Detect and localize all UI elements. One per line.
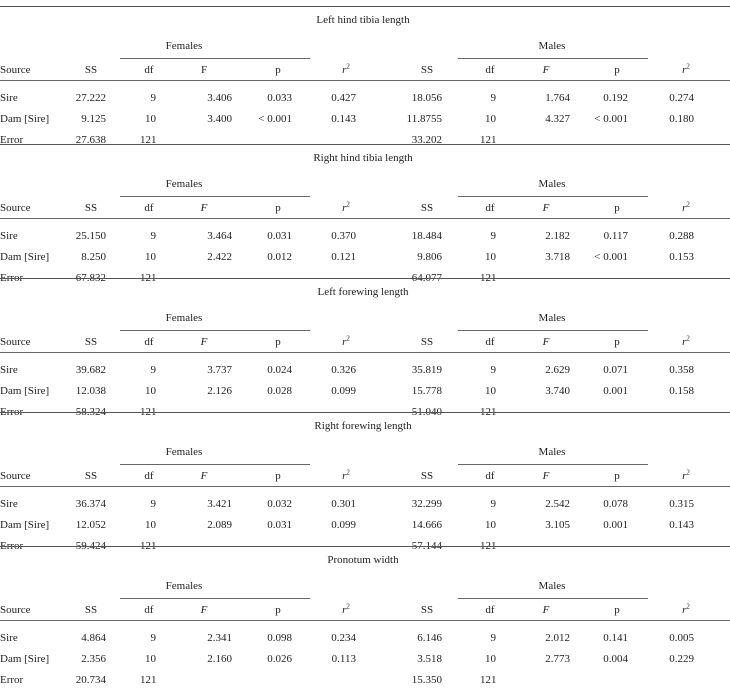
group-rule-females [120, 330, 310, 331]
cell-df: 121 [480, 406, 497, 418]
section-title: Left forewing length [317, 286, 409, 298]
cell-source: Sire [0, 230, 18, 242]
cell-p: 0.117 [603, 230, 628, 242]
header-rule [0, 80, 730, 81]
column-header-source: Source [0, 470, 31, 482]
cell-ss: 27.222 [75, 92, 106, 104]
column-header-p: p [614, 336, 620, 348]
cell-f: 4.327 [545, 113, 570, 125]
group-rule-males [458, 196, 648, 197]
table-row [0, 385, 730, 401]
column-header-ss: SS [420, 202, 434, 214]
cell-df: 121 [480, 540, 497, 552]
cell-ss: 67.832 [75, 272, 106, 284]
cell-r2: 0.158 [669, 385, 694, 397]
cell-ss: 9.125 [81, 113, 106, 125]
column-header-ss: SS [420, 470, 434, 482]
section-top-rule [0, 144, 730, 145]
column-header-f: F [200, 336, 208, 348]
cell-r2: 0.370 [331, 230, 356, 242]
cell-df: 10 [145, 519, 156, 531]
column-header-ss: SS [84, 202, 98, 214]
column-header-f: F [542, 64, 550, 76]
column-header-f: F [200, 470, 208, 482]
cell-source: Error [0, 272, 24, 284]
cell-ss: 4.864 [81, 632, 106, 644]
column-header-r2: $r^2$ [682, 334, 690, 348]
group-rule-females [120, 598, 310, 599]
column-header-df: df [144, 64, 154, 76]
cell-ss: 2.356 [81, 653, 106, 665]
column-header-r2: $r^2$ [342, 334, 350, 348]
cell-p: 0.001 [603, 385, 628, 397]
column-header-df: df [144, 604, 154, 616]
column-header-df: df [485, 470, 495, 482]
cell-source: Dam [Sire] [0, 385, 50, 397]
column-header-df: df [144, 202, 154, 214]
cell-df: 121 [140, 272, 157, 284]
cell-r2: 0.301 [331, 498, 356, 510]
column-header-df: df [144, 470, 154, 482]
cell-r2: 0.099 [331, 385, 356, 397]
column-header-source: Source [0, 64, 31, 76]
column-header-source: Source [0, 336, 31, 348]
column-header-p: p [275, 336, 281, 348]
column-header-r2: $r^2$ [682, 602, 690, 616]
cell-ss: 36.374 [75, 498, 106, 510]
cell-df: 10 [145, 385, 156, 397]
section-top-rule [0, 546, 730, 547]
cell-ss: 12.038 [75, 385, 106, 397]
cell-df: 10 [485, 113, 496, 125]
cell-ss: 64.077 [411, 272, 442, 284]
header-rule [0, 218, 730, 219]
cell-f: 3.406 [207, 92, 232, 104]
cell-ss: 3.518 [417, 653, 442, 665]
column-header-f: F [200, 64, 208, 76]
column-header-f: F [542, 336, 550, 348]
group-rule-males [458, 464, 648, 465]
cell-ss: 12.052 [75, 519, 106, 531]
cell-ss: 35.819 [411, 364, 442, 376]
column-header-p: p [275, 64, 281, 76]
cell-f: 3.464 [207, 230, 232, 242]
cell-ss: 59.424 [75, 540, 106, 552]
cell-source: Dam [Sire] [0, 653, 50, 665]
cell-df: 10 [485, 251, 496, 263]
column-header-f: F [542, 202, 550, 214]
column-header-p: p [275, 470, 281, 482]
group-label-females: Females [165, 580, 203, 592]
column-header-df: df [485, 336, 495, 348]
cell-source: Dam [Sire] [0, 251, 50, 263]
cell-p: 0.026 [267, 653, 292, 665]
section-title: Pronotum width [327, 554, 399, 566]
column-header-p: p [614, 64, 620, 76]
column-header-p: p [614, 202, 620, 214]
cell-ss: 15.778 [411, 385, 442, 397]
cell-p: 0.031 [267, 230, 292, 242]
column-header-r2: $r^2$ [342, 62, 350, 76]
cell-ss: 8.250 [81, 251, 106, 263]
table-row [0, 230, 730, 246]
group-label-males: Males [538, 580, 566, 592]
column-header-f: F [542, 604, 550, 616]
group-label-females: Females [165, 446, 203, 458]
cell-r2: 0.153 [669, 251, 694, 263]
cell-source: Error [0, 134, 24, 146]
group-label-females: Females [165, 178, 203, 190]
cell-ss: 58.324 [75, 406, 106, 418]
group-label-males: Males [538, 312, 566, 324]
cell-df: 121 [140, 406, 157, 418]
cell-r2: 0.274 [669, 92, 694, 104]
column-header-df: df [144, 336, 154, 348]
column-header-ss: SS [84, 470, 98, 482]
group-label-males: Males [538, 178, 566, 190]
cell-p: 0.192 [603, 92, 628, 104]
cell-df: 9 [150, 498, 156, 510]
cell-f: 2.160 [207, 653, 232, 665]
cell-ss: 33.202 [411, 134, 442, 146]
table-section [0, 138, 730, 284]
cell-p: 0.032 [267, 498, 292, 510]
table-row [0, 92, 730, 108]
column-header-r2: $r^2$ [342, 468, 350, 482]
column-header-p: p [614, 470, 620, 482]
cell-ss: 51.040 [411, 406, 442, 418]
section-top-rule [0, 278, 730, 279]
cell-ss: 32.299 [411, 498, 442, 510]
cell-p: < 0.001 [594, 251, 628, 263]
cell-r2: 0.358 [669, 364, 694, 376]
cell-f: 2.629 [545, 364, 570, 376]
column-header-ss: SS [84, 64, 98, 76]
cell-ss: 27.638 [75, 134, 106, 146]
column-header-df: df [485, 202, 495, 214]
cell-r2: 0.005 [669, 632, 694, 644]
cell-source: Error [0, 674, 24, 686]
column-header-p: p [275, 604, 281, 616]
section-title: Right forewing length [314, 420, 412, 432]
column-header-r2: $r^2$ [342, 200, 350, 214]
cell-p: 0.078 [603, 498, 628, 510]
cell-f: 3.105 [545, 519, 570, 531]
cell-source: Error [0, 406, 24, 418]
cell-p: 0.028 [267, 385, 292, 397]
cell-df: 121 [480, 674, 497, 686]
cell-ss: 39.682 [75, 364, 106, 376]
cell-r2: 0.143 [331, 113, 356, 125]
header-rule [0, 620, 730, 621]
cell-f: 2.089 [207, 519, 232, 531]
column-header-r2: $r^2$ [682, 62, 690, 76]
cell-ss: 20.734 [75, 674, 106, 686]
cell-p: 0.012 [267, 251, 292, 263]
cell-ss: 18.056 [411, 92, 442, 104]
cell-ss: 9.806 [417, 251, 442, 263]
table-section [0, 540, 730, 686]
cell-r2: 0.099 [331, 519, 356, 531]
cell-p: 0.098 [267, 632, 292, 644]
table-row [0, 113, 730, 129]
table-row [0, 519, 730, 535]
cell-f: 1.764 [545, 92, 570, 104]
cell-p: < 0.001 [594, 113, 628, 125]
cell-f: 3.718 [545, 251, 570, 263]
column-header-p: p [275, 202, 281, 214]
cell-f: 3.737 [207, 364, 232, 376]
cell-df: 9 [150, 230, 156, 242]
cell-p: 0.071 [603, 364, 628, 376]
group-rule-females [120, 196, 310, 197]
cell-ss: 25.150 [75, 230, 106, 242]
cell-p: 0.031 [267, 519, 292, 531]
table-row [0, 251, 730, 267]
cell-ss: 18.484 [411, 230, 442, 242]
column-header-ss: SS [420, 604, 434, 616]
cell-p: 0.024 [267, 364, 292, 376]
cell-r2: 0.229 [669, 653, 694, 665]
group-label-females: Females [165, 40, 203, 52]
cell-df: 121 [140, 134, 157, 146]
column-header-f: F [200, 604, 208, 616]
cell-f: 2.773 [545, 653, 570, 665]
cell-ss: 14.666 [411, 519, 442, 531]
cell-f: 2.341 [207, 632, 232, 644]
cell-f: 2.012 [545, 632, 570, 644]
cell-f: 2.182 [545, 230, 570, 242]
table-section [0, 0, 730, 146]
cell-df: 10 [485, 653, 496, 665]
cell-source: Dam [Sire] [0, 519, 50, 531]
column-header-ss: SS [420, 336, 434, 348]
column-header-p: p [614, 604, 620, 616]
column-header-f: F [542, 470, 550, 482]
cell-p: 0.001 [603, 519, 628, 531]
cell-p: < 0.001 [258, 113, 292, 125]
cell-source: Sire [0, 498, 18, 510]
cell-f: 3.421 [207, 498, 232, 510]
group-label-males: Males [538, 40, 566, 52]
cell-source: Error [0, 540, 24, 552]
table-row [0, 498, 730, 514]
cell-r2: 0.121 [331, 251, 356, 263]
column-header-ss: SS [420, 64, 434, 76]
cell-p: 0.004 [603, 653, 628, 665]
cell-df: 121 [140, 540, 157, 552]
group-rule-females [120, 464, 310, 465]
column-header-df: df [485, 64, 495, 76]
cell-source: Dam [Sire] [0, 113, 50, 125]
cell-df: 9 [490, 92, 496, 104]
cell-ss: 6.146 [417, 632, 442, 644]
cell-df: 9 [490, 632, 496, 644]
column-header-f: F [200, 202, 208, 214]
cell-ss: 15.350 [411, 674, 442, 686]
cell-f: 2.542 [545, 498, 570, 510]
cell-r2: 0.234 [331, 632, 356, 644]
cell-f: 3.740 [545, 385, 570, 397]
table-row [0, 653, 730, 669]
cell-p: 0.033 [267, 92, 292, 104]
section-title: Left hind tibia length [316, 14, 410, 26]
cell-df: 9 [490, 364, 496, 376]
header-rule [0, 486, 730, 487]
cell-f: 2.126 [207, 385, 232, 397]
table-row [0, 632, 730, 648]
cell-df: 121 [480, 272, 497, 284]
cell-df: 10 [145, 653, 156, 665]
cell-source: Sire [0, 364, 18, 376]
cell-r2: 0.427 [331, 92, 356, 104]
section-top-rule [0, 412, 730, 413]
cell-df: 10 [145, 113, 156, 125]
cell-df: 121 [480, 134, 497, 146]
cell-f: 3.400 [207, 113, 232, 125]
column-header-source: Source [0, 604, 31, 616]
cell-r2: 0.315 [669, 498, 694, 510]
cell-df: 9 [150, 364, 156, 376]
cell-r2: 0.180 [669, 113, 694, 125]
group-label-males: Males [538, 446, 566, 458]
cell-source: Sire [0, 632, 18, 644]
section-title: Right hind tibia length [313, 152, 413, 164]
column-header-r2: $r^2$ [682, 468, 690, 482]
cell-df: 9 [150, 92, 156, 104]
cell-df: 121 [140, 674, 157, 686]
section-top-rule [0, 6, 730, 7]
cell-df: 9 [150, 632, 156, 644]
table-section [0, 272, 730, 418]
cell-r2: 0.113 [331, 653, 356, 665]
cell-df: 10 [485, 385, 496, 397]
cell-source: Sire [0, 92, 18, 104]
group-rule-males [458, 58, 648, 59]
cell-ss: 11.8755 [406, 113, 442, 125]
header-rule [0, 352, 730, 353]
cell-df: 9 [490, 498, 496, 510]
column-header-source: Source [0, 202, 31, 214]
cell-df: 9 [490, 230, 496, 242]
cell-p: 0.141 [603, 632, 628, 644]
cell-r2: 0.143 [669, 519, 694, 531]
column-header-r2: $r^2$ [682, 200, 690, 214]
group-rule-females [120, 58, 310, 59]
cell-r2: 0.288 [669, 230, 694, 242]
table-section [0, 406, 730, 552]
cell-df: 10 [145, 251, 156, 263]
cell-f: 2.422 [207, 251, 232, 263]
table-row [0, 364, 730, 380]
column-header-ss: SS [84, 336, 98, 348]
column-header-r2: $r^2$ [342, 602, 350, 616]
cell-df: 10 [485, 519, 496, 531]
cell-r2: 0.326 [331, 364, 356, 376]
group-rule-males [458, 330, 648, 331]
group-label-females: Females [165, 312, 203, 324]
cell-ss: 57.144 [411, 540, 442, 552]
group-rule-males [458, 598, 648, 599]
column-header-ss: SS [84, 604, 98, 616]
column-header-df: df [485, 604, 495, 616]
